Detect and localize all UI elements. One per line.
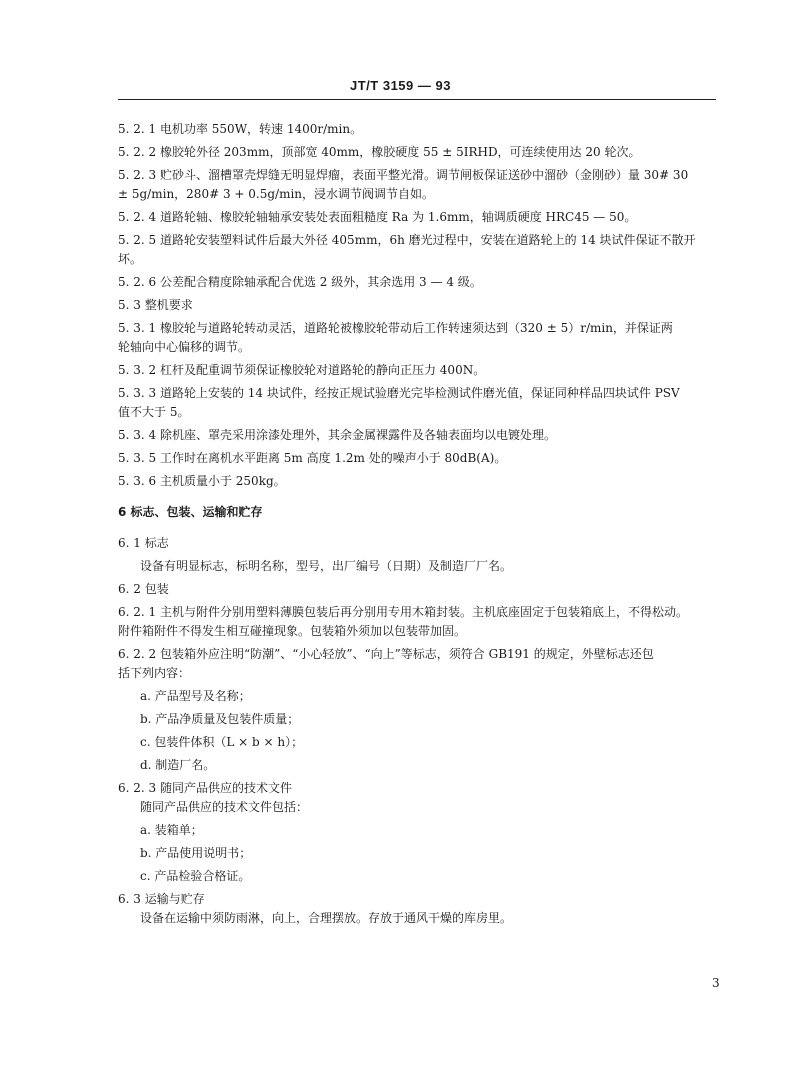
- clause-6-2-1-cont: 附件箱附件不得发生相互碰撞现象。包装箱外须加以包装带加固。: [118, 624, 467, 638]
- list-item-a: a. 产品型号及名称；: [140, 689, 251, 703]
- clause-5-2-5: 5. 2. 5 道路轮安装塑料试件后最大外径 405mm，6h 磨光过程中，安装在道路轮上的 14 块试件保证不散开: [118, 233, 696, 247]
- clause-5-3-3: 5. 3. 3 道路轮上安装的 14 块试件，经按正规试验磨光完毕检测试件磨光值，保证同种样品四块试件 PSV: [118, 386, 680, 400]
- section-6-1-heading: 6. 1 标志: [118, 536, 169, 550]
- clause-5-3-1: 5. 3. 1 橡胶轮与道路轮转动灵活，道路轮被橡胶轮带动后工作转速须达到（320 ± 5）r/min，并保证两: [118, 321, 673, 335]
- clause-5-2-3-cont: ± 5g/min，280# 3 + 0.5g/min，浸水调节阀调节自如。: [118, 187, 435, 201]
- clause-6-2-3-text: 随同产品供应的技术文件包括：: [140, 800, 309, 814]
- clause-6-2-3: 6. 2. 3 随同产品供应的技术文件: [118, 781, 292, 795]
- clause-5-3-1-cont: 轮轴向中心偏移的调节。: [118, 340, 251, 354]
- clause-5-2-4: 5. 2. 4 道路轮轴、橡胶轮轴轴承安装处表面粗糙度 Ra 为 1.6mm，轴调质硬度 HRC45 — 50。: [118, 210, 637, 224]
- chapter-6-heading: 6 标志、包装、运输和贮存: [118, 505, 263, 519]
- document-body: [118, 120, 718, 928]
- clause-5-3-3-cont: 值不大于 5。: [118, 405, 190, 419]
- clause-6-2-2: 6. 2. 2 包装箱外应注明“防潮”、“小心轻放”、“向上”等标志，须符合 GB191 的规定，外壁标志还包: [118, 647, 654, 661]
- section-6-2-heading: 6. 2 包装: [118, 582, 169, 596]
- clause-5-3-2: 5. 3. 2 杠杆及配重调节须保证橡胶轮对道路轮的静向正压力 400N。: [118, 363, 486, 377]
- clause-6-2-2-cont: 括下列内容：: [118, 666, 191, 680]
- clause-5-2-5-cont: 坏。: [118, 252, 143, 266]
- clause-5-3-6: 5. 3. 6 主机质量小于 250kg。: [118, 474, 286, 488]
- list-item-b: b. 产品净质量及包装件质量；: [140, 712, 300, 726]
- section-6-1-text: 设备有明显标志，标明名称，型号，出厂编号（日期）及制造厂厂名。: [140, 559, 513, 573]
- clause-5-2-1: 5. 2. 1 电机功率 550W，转速 1400r/min。: [118, 122, 363, 136]
- list-item-c: c. 包装件体积（L × b × h）；: [140, 735, 304, 749]
- section-5-3-heading: 5. 3 整机要求: [118, 298, 193, 312]
- section-6-3-text: 设备在运输中须防雨淋，向上，合理摆放。存放于通风干燥的库房里。: [140, 911, 513, 925]
- section-6-3-heading: 6. 3 运输与贮存: [118, 892, 205, 906]
- clause-6-2-1: 6. 2. 1 主机与附件分别用塑料薄膜包装后再分别用专用木箱封装。主机底座固定于包装箱底上，不得松动。: [118, 605, 688, 619]
- list-item-d: d. 制造厂名。: [140, 758, 216, 772]
- standard-number-header: JT/T 3159 — 93: [350, 78, 451, 93]
- clause-5-3-4: 5. 3. 4 除机座、罩壳采用涂漆处理外，其余金属裸露件及各轴表面均以电镀处理。: [118, 428, 556, 442]
- clause-5-2-3: 5. 2. 3 贮砂斗、溜槽罩壳焊缝无明显焊瘤，表面平整光滑。调节闸板保证送砂中溜砂（金刚砂）量 30# 30: [118, 168, 689, 182]
- doc-list-item-a: a. 装箱单；: [140, 823, 203, 837]
- doc-list-item-c: c. 产品检验合格证。: [140, 869, 251, 883]
- clause-5-2-6: 5. 2. 6 公差配合精度除轴承配合优选 2 级外，其余选用 3 — 4 级。: [118, 275, 482, 289]
- clause-5-3-5: 5. 3. 5 工作时在离机水平距离 5m 高度 1.2m 处的噪声小于 80dB(A)。: [118, 451, 507, 465]
- clause-5-2-2: 5. 2. 2 橡胶轮外径 203mm，顶部宽 40mm，橡胶硬度 55 ± 5IRHD，可连续使用达 20 轮次。: [118, 145, 641, 159]
- doc-list-item-b: b. 产品使用说明书；: [140, 846, 252, 860]
- header-rule: [118, 99, 716, 100]
- page-number: 3: [712, 976, 720, 990]
